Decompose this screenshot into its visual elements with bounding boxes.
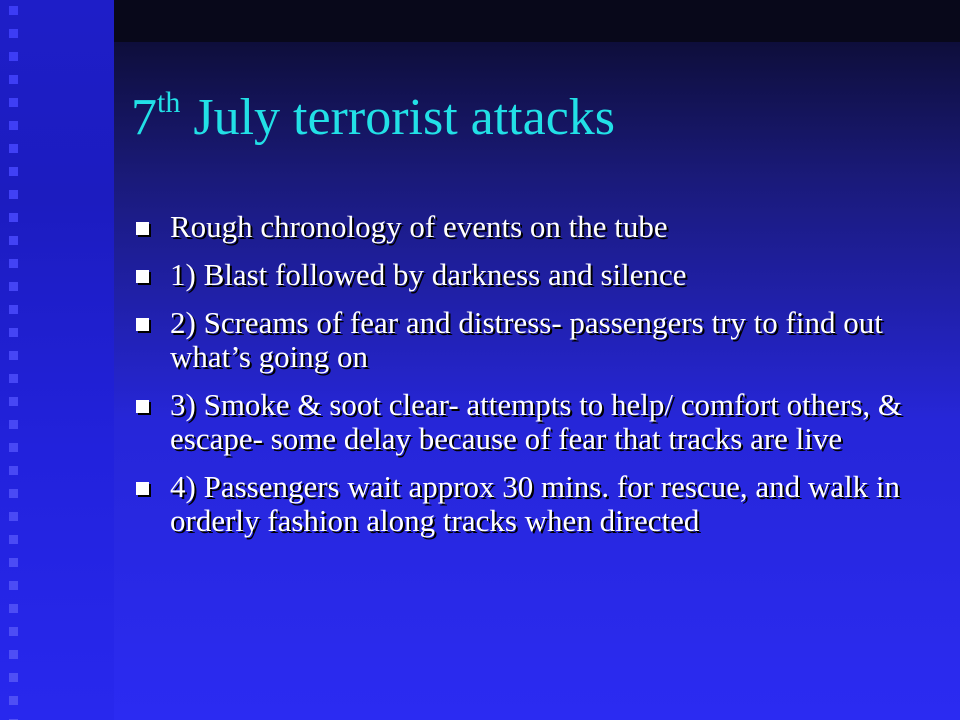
bullet-item (131, 210, 931, 244)
decorative-square (9, 98, 18, 107)
decorative-square (9, 466, 18, 475)
decorative-square (9, 512, 18, 521)
decorative-square (9, 144, 18, 153)
title-number: 7 (131, 89, 157, 146)
decorative-square (9, 420, 18, 429)
decorative-square (9, 190, 18, 199)
title-text: July terrorist attacks (180, 89, 616, 146)
decorative-square (9, 604, 18, 613)
decorative-square (9, 673, 18, 682)
decorative-square (9, 305, 18, 314)
bullet-item (131, 388, 931, 456)
decorative-square (9, 650, 18, 659)
square-bullet-icon (136, 270, 149, 283)
decorative-square (9, 167, 18, 176)
square-bullet-icon (136, 482, 149, 495)
decorative-square (9, 397, 18, 406)
decorative-square (9, 213, 18, 222)
decorative-square (9, 282, 18, 291)
top-dark-band (114, 0, 960, 42)
decorative-square (9, 328, 18, 337)
bullet-text: 1) Blast followed by darkness and silence (170, 257, 687, 292)
title-superscript: th (157, 86, 181, 119)
decorative-square (9, 558, 18, 567)
decorative-square (9, 581, 18, 590)
decorative-square (9, 627, 18, 636)
square-bullet-icon (136, 222, 149, 235)
decorative-square (9, 443, 18, 452)
decorative-square (9, 535, 18, 544)
bullet-item (131, 470, 931, 538)
decorative-square (9, 374, 18, 383)
decorative-square (9, 121, 18, 130)
bullet-text: Rough chronology of events on the tube (170, 209, 668, 244)
square-bullet-icon (136, 318, 149, 331)
decorative-square (9, 259, 18, 268)
decorative-square-column (0, 0, 40, 720)
decorative-square (9, 489, 18, 498)
decorative-square (9, 29, 18, 38)
decorative-square (9, 696, 18, 705)
decorative-square (9, 351, 18, 360)
bullet-text: 3) Smoke & soot clear- attempts to help/ comfort others, & escape- some delay because of fear that tracks are live (170, 387, 903, 456)
bullet-text: 2) Screams of fear and distress- passengers try to find out what’s going on (170, 305, 883, 374)
square-bullet-icon (136, 400, 149, 413)
decorative-square (9, 75, 18, 84)
decorative-square (9, 52, 18, 61)
bullet-item (131, 258, 931, 292)
bullet-item (131, 306, 931, 374)
decorative-square (9, 6, 18, 15)
decorative-square (9, 236, 18, 245)
bullet-list (131, 210, 931, 552)
bullet-text: 4) Passengers wait approx 30 mins. for rescue, and walk in orderly fashion along tracks when directed (170, 469, 901, 538)
slide-title (131, 86, 616, 146)
